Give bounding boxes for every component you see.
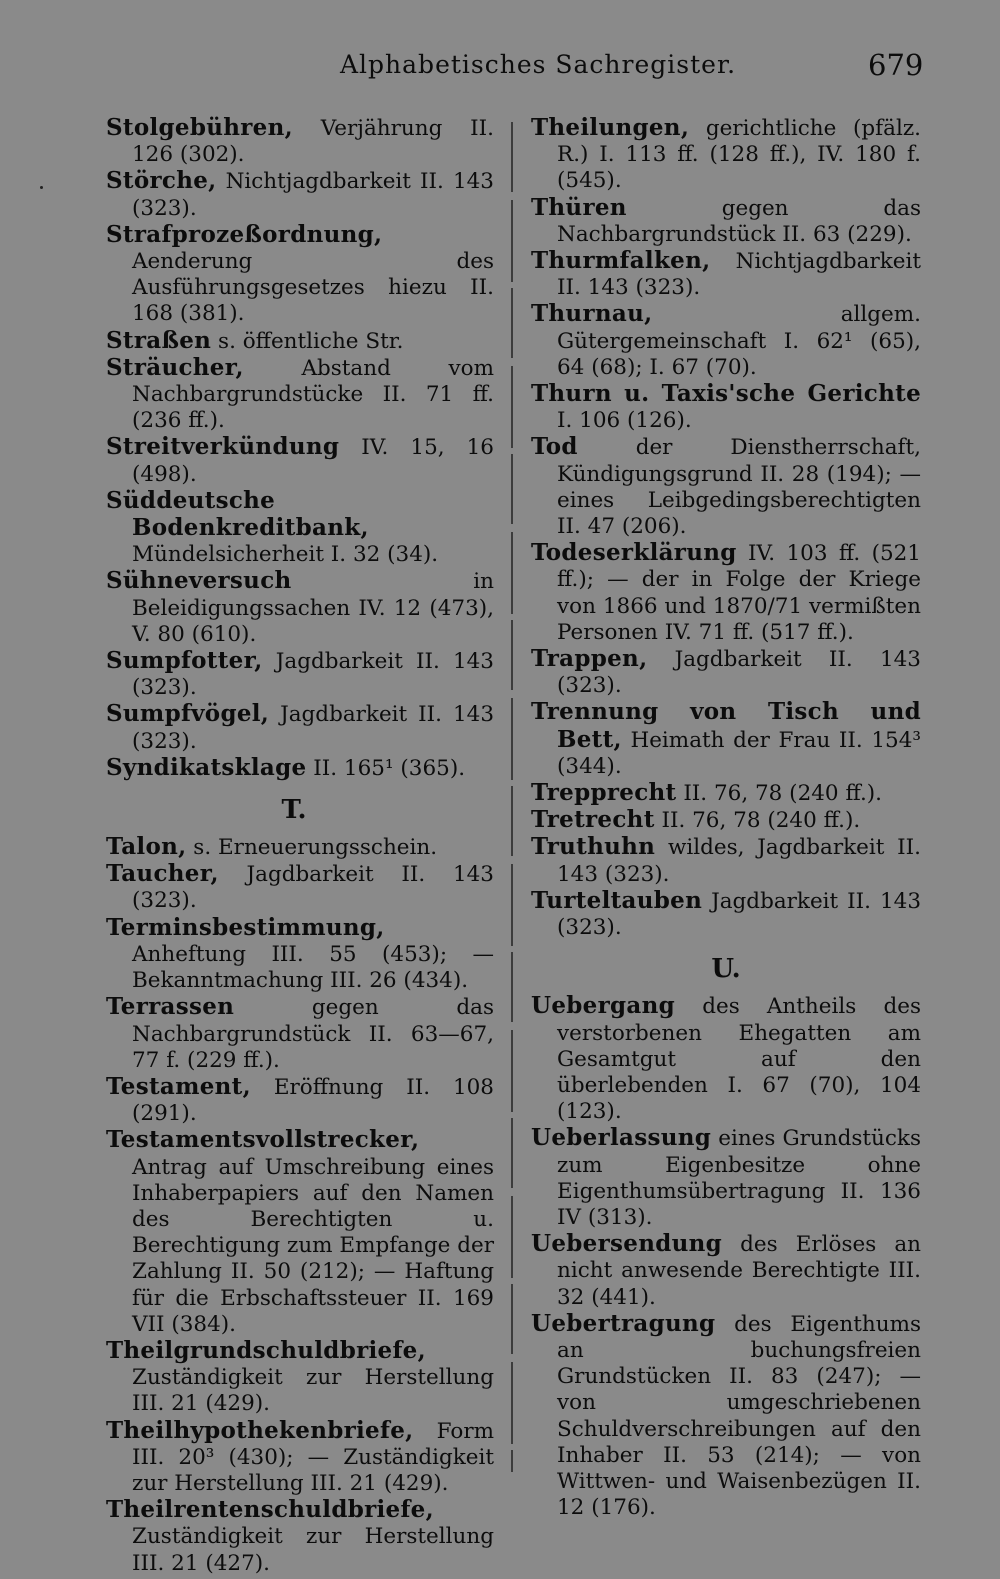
index-entry <box>106 328 494 355</box>
index-references: IV. 103 ff. (521 ff.); — der in Folge der Kriege von 1866 und 1870/71 vermißten Personen IV. 71 ff. (517 ff.). <box>557 541 921 645</box>
index-term: Theilungen, <box>531 114 690 141</box>
index-term: Thurn u. Taxis'sche Gerichte <box>531 380 921 408</box>
right-column <box>531 115 921 1521</box>
index-references: s. öffentliche Str. <box>218 328 404 354</box>
section-letter-u: U. <box>711 954 741 985</box>
index-entry <box>106 1074 494 1127</box>
index-entry <box>531 993 921 1125</box>
index-references: II. 76, 78 (240 ff.). <box>661 808 861 834</box>
index-term: Trennung von Tisch und Bett, <box>531 698 921 753</box>
index-term: Sühneversuch <box>106 567 292 595</box>
index-references: Nichtjagdbarkeit II. 143 (323). <box>132 169 494 221</box>
index-term: Uebergang <box>531 992 676 1020</box>
index-references: Nichtjagdbarkeit II. 143 (323). <box>557 249 921 301</box>
index-term: Thurmfalken, <box>531 247 711 275</box>
index-entry <box>106 915 494 995</box>
index-references: Jagdbarkeit II. 143 (323). <box>557 888 921 941</box>
index-term: Terrassen <box>106 993 235 1021</box>
index-term: Sträucher, <box>106 353 244 381</box>
index-references: Jagdbarkeit II. 143 (323). <box>132 702 494 754</box>
index-references: gegen das Nachbargrundstück II. 63—67, 77 f. (229 ff.). <box>132 995 494 1073</box>
index-references: Verjährung II. 126 (302). <box>132 116 494 168</box>
index-references: eines Grundstücks zum Eigenbesitze ohne Eigenthumsübertragung II. 136 IV (313). <box>557 1126 921 1230</box>
index-entry <box>106 168 494 221</box>
index-references: Form III. 20³ (430); — Zuständigkeit zur Herstellung III. 21 (429). <box>132 1418 494 1496</box>
index-term: Streitverkündung <box>106 433 340 461</box>
index-references: des Antheils des verstorbenen Ehegatten am Gesamtgut auf den überlebenden I. 67 (70), 104 (123). <box>557 994 921 1125</box>
index-term: Sumpfvögel, <box>106 700 270 728</box>
index-entry <box>106 834 494 861</box>
index-term: Ueberlassung <box>531 1124 712 1152</box>
index-references: IV. 15, 16 (498). <box>132 435 494 487</box>
right-entries-before <box>531 115 921 941</box>
index-references: des Erlöses an nicht anwesende Berechtigte III. 32 (441). <box>557 1232 921 1310</box>
index-term: Tretrecht <box>531 806 655 834</box>
index-term: Stolgebühren, <box>106 114 293 141</box>
index-term: Thurnau, <box>531 300 653 328</box>
right-entries-after <box>531 993 921 1521</box>
index-term: Straßen <box>106 326 212 354</box>
index-term: Truthuhn <box>531 833 656 861</box>
index-entry <box>106 222 494 328</box>
index-references: Jagdbarkeit II. 143 (323). <box>132 862 494 914</box>
index-references: in Beleidigungssachen IV. 12 (473), V. 80 (610). <box>132 569 494 647</box>
index-term: Uebersendung <box>531 1230 723 1258</box>
index-entry <box>106 861 494 914</box>
index-entry <box>531 1231 921 1311</box>
index-term: Sumpfotter, <box>106 647 263 675</box>
index-term: Störche, <box>106 167 217 195</box>
index-references: Abstand vom Nachbargrundstücke II. 71 ff. (236 ff.). <box>132 355 494 434</box>
index-references: Mündelsicherheit I. 32 (34). <box>132 542 439 568</box>
index-entry <box>531 540 921 646</box>
left-entries-after <box>106 834 494 1577</box>
index-references: Zuständigkeit zur Herstellung III. 21 (427). <box>132 1524 494 1576</box>
index-term: Süddeutsche Bodenkreditbank, <box>106 486 369 542</box>
page-number: 679 <box>868 48 924 82</box>
index-term: Talon, <box>106 833 187 861</box>
index-entry <box>531 780 921 807</box>
index-entry <box>106 1418 494 1498</box>
index-entry <box>531 381 921 434</box>
index-entry <box>531 699 921 780</box>
section-letter-t: T. <box>281 795 307 826</box>
index-entry <box>106 994 494 1074</box>
index-entry <box>106 1497 494 1577</box>
index-references: Antrag auf Umschreibung eines Inhaberpapiers auf den Namen des Berechtigten u. Berechtigung zum Empfange der Zahlung II. 50 (212); — Haftung für die Erbschaftssteuer II. 169 VII (384). <box>132 1154 494 1337</box>
index-references: Jagdbarkeit II. 143 (323). <box>557 647 921 699</box>
index-references: wildes, Jagdbarkeit II. 143 (323). <box>557 835 921 887</box>
index-term: Theilgrundschuldbriefe, <box>106 1336 426 1364</box>
index-entry <box>106 1127 494 1338</box>
running-title: Alphabetisches Sachregister. <box>340 50 737 79</box>
left-column <box>106 115 494 1577</box>
index-term: Syndikatsklage <box>106 753 307 781</box>
index-term: Testament, <box>106 1072 251 1100</box>
index-term: Uebertragung <box>531 1309 716 1337</box>
index-entry <box>106 1338 494 1418</box>
index-term: Trappen, <box>531 645 648 673</box>
index-references: gegen das Nachbargrundstück II. 63 (229). <box>557 195 921 247</box>
left-entries-before <box>106 115 494 782</box>
index-entry <box>106 434 494 487</box>
index-entry <box>106 488 494 569</box>
index-entry <box>531 834 921 887</box>
index-references: I. 106 (126). <box>557 408 692 434</box>
index-entry <box>531 888 921 941</box>
index-entry <box>531 115 921 195</box>
index-entry <box>531 807 921 834</box>
index-references: gerichtliche (pfälz. R.) I. 113 ff. (128 ff.), IV. 180 f. (545). <box>557 116 921 194</box>
margin-speck <box>40 186 43 189</box>
index-term: Theilhypothekenbriefe, <box>106 1416 414 1444</box>
index-references: Anheftung III. 55 (453); — Bekanntmachung III. 26 (434). <box>132 941 494 994</box>
index-references: II. 76, 78 (240 ff.). <box>683 781 883 807</box>
page-header <box>0 48 1000 88</box>
index-term: Todeserklärung <box>531 539 737 567</box>
index-term: Thüren <box>531 193 627 221</box>
index-references: Jagdbarkeit II. 143 (323). <box>132 649 494 701</box>
index-references: Zuständigkeit zur Herstellung III. 21 (429). <box>132 1365 494 1417</box>
index-entry <box>531 248 921 301</box>
index-entry <box>531 646 921 699</box>
index-term: Turteltauben <box>531 886 703 914</box>
column-divider <box>511 122 513 1472</box>
index-entry <box>106 755 494 782</box>
index-references: des Eigenthums an buchungsfreien Grundstücken II. 83 (247); — von umgeschriebenen Schuldverschreibungen auf den Inhaber II. 53 (214); — von Wittwen- und Waisenbezügen II. 12 (176). <box>557 1311 921 1521</box>
index-term: Testamentsvollstrecker, <box>106 1126 420 1154</box>
index-entry <box>531 1311 921 1522</box>
index-entry <box>106 701 494 754</box>
index-term: Taucher, <box>106 860 219 888</box>
index-references: Aenderung des Ausführungsgesetzes hiezu II. 168 (381). <box>132 249 494 327</box>
index-entry <box>106 355 494 435</box>
index-entry <box>106 648 494 701</box>
index-entry <box>531 301 921 381</box>
index-term: Trepprecht <box>531 779 677 807</box>
index-term: Theilrentenschuldbriefe, <box>106 1496 434 1524</box>
index-references: Heimath der Frau II. 154³ (344). <box>557 727 921 779</box>
index-references: der Dienstherrschaft, Kündigungsgrund II. 28 (194); — eines Leibgedingsberechtigten II. 47 (206). <box>557 435 921 540</box>
index-entry <box>106 115 494 168</box>
index-entry <box>531 195 921 248</box>
index-entry <box>531 434 921 540</box>
index-term: Tod <box>531 433 578 461</box>
index-term: Strafprozeßordnung, <box>106 220 383 248</box>
index-entry <box>106 568 494 648</box>
index-references: allgem. Gütergemeinschaft I. 62¹ (65), 64 (68); I. 67 (70). <box>557 302 921 380</box>
index-references: II. 165¹ (365). <box>313 755 466 781</box>
index-references: s. Erneuerungsschein. <box>193 835 438 861</box>
index-references: Eröffnung II. 108 (291). <box>132 1074 494 1127</box>
index-entry <box>531 1125 921 1231</box>
index-term: Terminsbestimmung, <box>106 913 385 941</box>
